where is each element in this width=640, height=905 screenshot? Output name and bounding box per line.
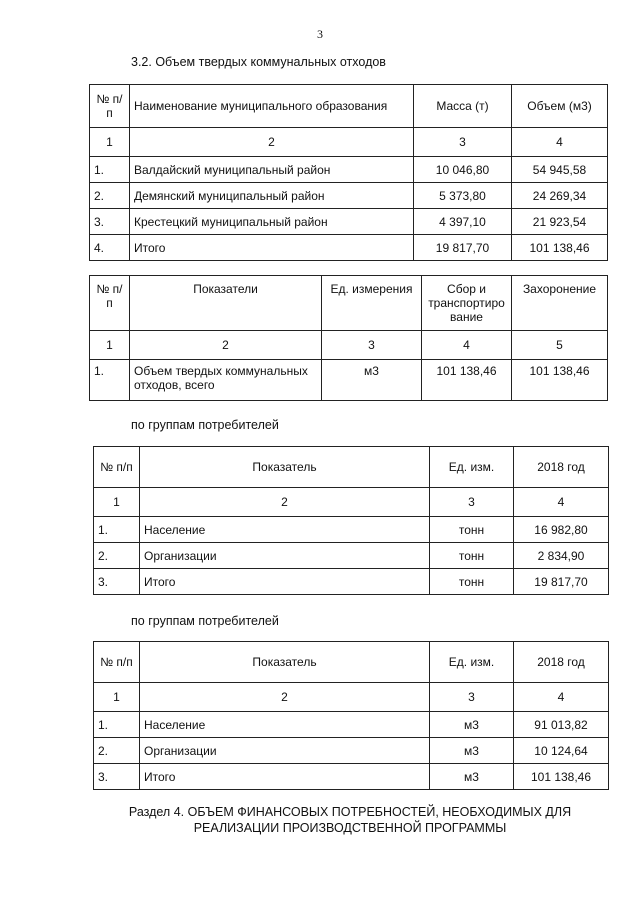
- header-unit: Ед. изм.: [430, 642, 514, 683]
- row-value: 16 982,80: [514, 517, 609, 543]
- row-number: 2.: [90, 183, 130, 209]
- numbering-cell: 2: [130, 331, 322, 360]
- section4-title-line1: Раздел 4. ОБЪЕМ ФИНАНСОВЫХ ПОТРЕБНОСТЕЙ, НЕОБХОДИМЫХ ДЛЯ: [128, 805, 572, 819]
- numbering-cell: 3: [322, 331, 422, 360]
- table-row: [94, 517, 609, 543]
- row-number: 3.: [90, 209, 130, 235]
- row-indicator: Итого: [140, 569, 430, 595]
- row-unit: м3: [322, 360, 422, 401]
- numbering-cell: 1: [94, 683, 140, 712]
- numbering-cell: 1: [90, 331, 130, 360]
- row-indicator: Население: [140, 517, 430, 543]
- numbering-cell: 5: [512, 331, 608, 360]
- row-collection: 101 138,46: [422, 360, 512, 401]
- row-unit: м3: [430, 712, 514, 738]
- row-name: Демянский муниципальный район: [130, 183, 414, 209]
- header-number: № п/п: [90, 276, 130, 331]
- row-number: 2.: [94, 738, 140, 764]
- row-name: Крестецкий муниципальный район: [130, 209, 414, 235]
- row-number: 1.: [94, 712, 140, 738]
- row-unit: м3: [430, 738, 514, 764]
- table-header-row: [90, 276, 608, 331]
- row-indicator: Организации: [140, 738, 430, 764]
- row-number: 1.: [94, 517, 140, 543]
- row-mass: 10 046,80: [414, 157, 512, 183]
- header-number: № п/п: [94, 447, 140, 488]
- row-value: 10 124,64: [514, 738, 609, 764]
- row-value: 2 834,90: [514, 543, 609, 569]
- numbering-cell: 4: [514, 488, 609, 517]
- page-number: 3: [317, 27, 323, 41]
- table-numbering-row: [90, 128, 608, 157]
- header-number: № п/п: [94, 642, 140, 683]
- table-row-total: [94, 569, 609, 595]
- row-unit: тонн: [430, 569, 514, 595]
- header-indicator: Показатель: [140, 642, 430, 683]
- header-volume: Объем (м3): [512, 85, 608, 128]
- row-unit: тонн: [430, 517, 514, 543]
- header-number: № п/п: [90, 85, 130, 128]
- section4-title-line2: РЕАЛИЗАЦИИ ПРОИЗВОДСТВЕННОЙ ПРОГРАММЫ: [193, 821, 507, 835]
- row-indicator: Объем твердых коммунальных отходов, всего: [130, 360, 322, 401]
- table-header-row: [90, 85, 608, 128]
- row-mass: 19 817,70: [414, 235, 512, 261]
- header-unit: Ед. измерения: [322, 276, 422, 331]
- caption-consumer-groups: по группам потребителей: [131, 614, 279, 628]
- section4-title: [100, 804, 600, 836]
- row-number: 1.: [90, 360, 130, 401]
- row-disposal: 101 138,46: [512, 360, 608, 401]
- table-row: [90, 360, 608, 401]
- table-row: [94, 738, 609, 764]
- table-volume-by-consumer-group: [93, 641, 609, 790]
- row-value: 91 013,82: [514, 712, 609, 738]
- numbering-cell: 2: [140, 488, 430, 517]
- header-mass: Масса (т): [414, 85, 512, 128]
- table-numbering-row: [90, 331, 608, 360]
- header-disposal: Захоронение: [512, 276, 608, 331]
- table-mass-by-consumer-group: [93, 446, 609, 595]
- row-name: Валдайский муниципальный район: [130, 157, 414, 183]
- numbering-cell: 2: [130, 128, 414, 157]
- numbering-cell: 3: [430, 683, 514, 712]
- row-number: 3.: [94, 569, 140, 595]
- numbering-cell: 4: [514, 683, 609, 712]
- table-row: [90, 209, 608, 235]
- numbering-cell: 1: [94, 488, 140, 517]
- header-year: 2018 год: [514, 447, 609, 488]
- numbering-cell: 3: [414, 128, 512, 157]
- row-number: 1.: [90, 157, 130, 183]
- table-row: [94, 712, 609, 738]
- row-indicator: Организации: [140, 543, 430, 569]
- row-unit: м3: [430, 764, 514, 790]
- row-indicator: Итого: [140, 764, 430, 790]
- table-row-total: [90, 235, 608, 261]
- numbering-cell: 4: [512, 128, 608, 157]
- row-indicator: Население: [140, 712, 430, 738]
- numbering-cell: 2: [140, 683, 430, 712]
- row-volume: 54 945,58: [512, 157, 608, 183]
- header-year: 2018 год: [514, 642, 609, 683]
- caption-consumer-groups: по группам потребителей: [131, 418, 279, 432]
- row-volume: 24 269,34: [512, 183, 608, 209]
- section-title: 3.2. Объем твердых коммунальных отходов: [131, 55, 386, 69]
- row-name: Итого: [130, 235, 414, 261]
- table-waste-volume-indicators: [89, 275, 608, 401]
- row-unit: тонн: [430, 543, 514, 569]
- table-row: [94, 543, 609, 569]
- table-waste-by-district: [89, 84, 608, 261]
- row-number: 2.: [94, 543, 140, 569]
- table-header-row: [94, 447, 609, 488]
- table-numbering-row: [94, 488, 609, 517]
- numbering-cell: 1: [90, 128, 130, 157]
- row-value: 101 138,46: [514, 764, 609, 790]
- numbering-cell: 3: [430, 488, 514, 517]
- header-indicators: Показатели: [130, 276, 322, 331]
- table-header-row: [94, 642, 609, 683]
- row-mass: 4 397,10: [414, 209, 512, 235]
- header-unit: Ед. изм.: [430, 447, 514, 488]
- row-number: 3.: [94, 764, 140, 790]
- numbering-cell: 4: [422, 331, 512, 360]
- table-row: [90, 157, 608, 183]
- header-indicator: Показатель: [140, 447, 430, 488]
- row-volume: 21 923,54: [512, 209, 608, 235]
- table-row: [90, 183, 608, 209]
- row-volume: 101 138,46: [512, 235, 608, 261]
- table-row-total: [94, 764, 609, 790]
- table-numbering-row: [94, 683, 609, 712]
- row-number: 4.: [90, 235, 130, 261]
- row-mass: 5 373,80: [414, 183, 512, 209]
- header-collection: Сбор и транспортиро вание: [422, 276, 512, 331]
- header-name: Наименование муниципального образования: [130, 85, 414, 128]
- row-value: 19 817,70: [514, 569, 609, 595]
